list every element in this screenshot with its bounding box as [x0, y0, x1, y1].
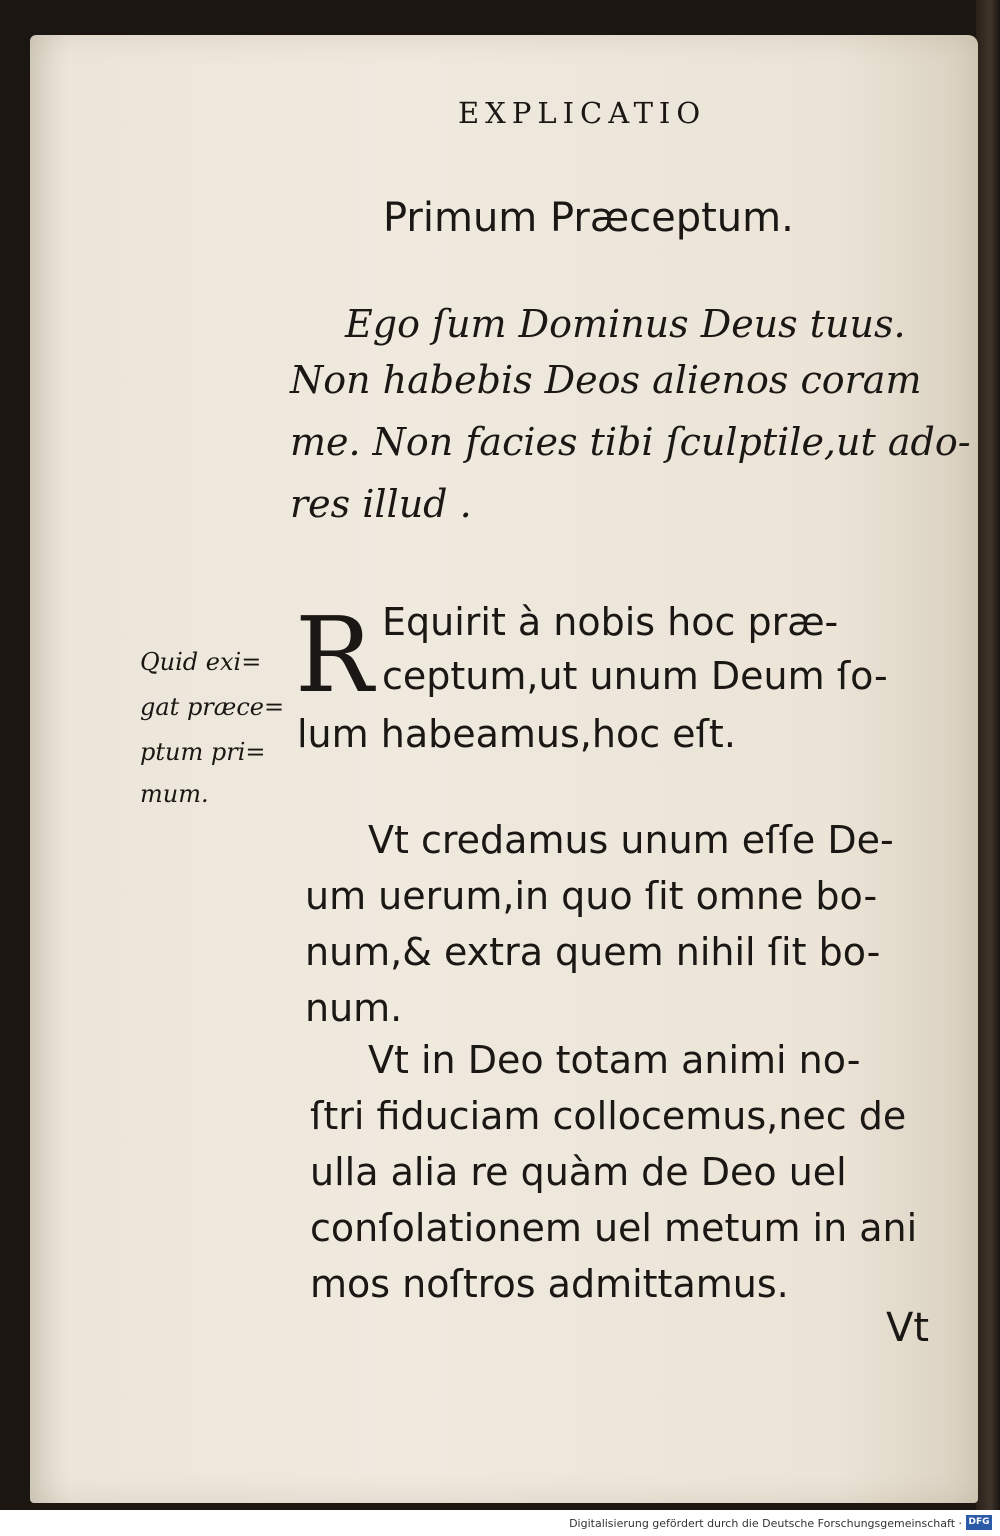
margin-note-line-2: gat præce=: [140, 693, 285, 721]
book-spine: [976, 0, 1000, 1510]
drop-cap: R: [295, 594, 374, 716]
paragraph3-line-2: ſtri fiduciam collocemus,nec de: [310, 1094, 907, 1138]
paragraph1-line-1: Equirit à nobis hoc præ-: [382, 600, 839, 644]
paragraph1-line-3: lum habeamus,hoc eſt.: [297, 712, 736, 756]
paragraph2-line-2: um uerum,in quo ſit omne bo-: [305, 874, 878, 918]
commandment-line-3: me. Non facies tibi ſculptile,ut ado-: [290, 420, 971, 464]
paragraph3-line-5: mos noſtros admittamus.: [310, 1262, 789, 1306]
section-heading: Primum Præceptum.: [383, 195, 794, 241]
paragraph1-line-2: ceptum,ut unum Deum ſo-: [382, 654, 888, 698]
margin-note-line-3: ptum pri=: [140, 738, 266, 766]
paragraph3-line-3: ulla alia re quàm de Deo uel: [310, 1150, 847, 1194]
running-head: EXPLICATIO: [458, 96, 707, 130]
commandment-line-1: Ego ſum Dominus Deus tuus.: [345, 302, 906, 346]
commandment-line-2: Non habebis Deos alienos coram: [290, 358, 922, 402]
paragraph2-line-4: num.: [305, 986, 403, 1030]
paragraph2-line-1: Vt credamus unum eſſe De-: [368, 818, 894, 862]
catchword: Vt: [886, 1305, 930, 1351]
margin-note-line-1: Quid exi=: [140, 648, 262, 676]
commandment-line-4: res illud .: [290, 482, 472, 526]
dfg-logo: DFG: [966, 1515, 992, 1530]
paragraph3-line-1: Vt in Deo totam animi no-: [368, 1038, 861, 1082]
paragraph2-line-3: num,& extra quem nihil ſit bo-: [305, 930, 881, 974]
margin-note-line-4: mum.: [140, 780, 209, 808]
footer-credit: Digitalisierung gefördert durch die Deutsche Forschungsgemeinschaft ·: [569, 1517, 962, 1530]
paragraph3-line-4: conſolationem uel metum in ani: [310, 1206, 918, 1250]
